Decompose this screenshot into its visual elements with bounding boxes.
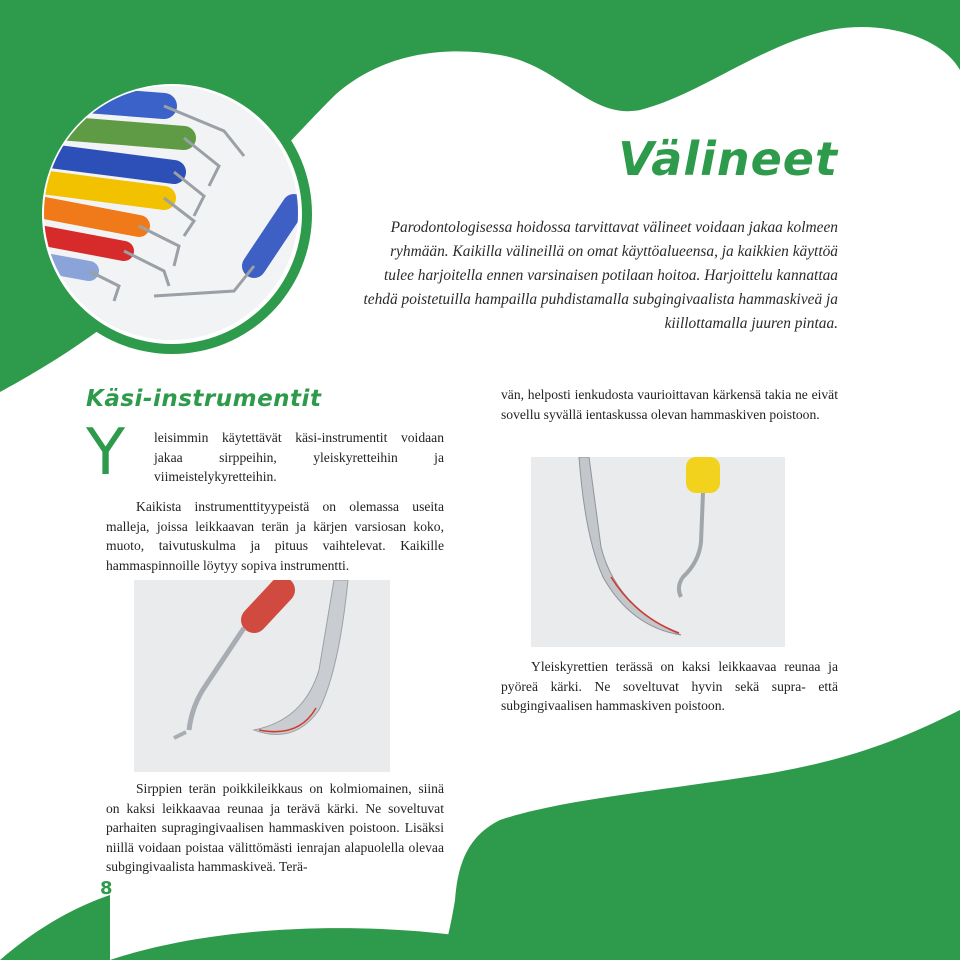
page-number: 8 xyxy=(100,878,113,899)
paragraph-sickles: Sirppien terän poikkileikkaus on kolmiomainen, siinä on kaksi leikkaavaa reunaa ja terävä kärki. Ne soveltuvat parhaiten supragingivaalisen hammaskiven poistoon. Lisäksi niillä voidaan poistaa välittömästi ienrajan alapuolella olevaa subgingivaalista hammaskiveä. Terä- xyxy=(106,781,444,874)
intro-paragraph: Parodontologisessa hoidossa tarvittavat välineet voidaan jakaa kolmeen ryhmään. Kaikilla välineillä on omat käyttöalueensa, ja kaikkien käyttöä tulee harjoitella ennen varsinaisen potilaan hoitoa. Harjoittelu kannattaa tehdä poistetuilla hampailla puhdistamalla subgingivaalista hammaskiveä ja kiillottamalla juuren pintaa. xyxy=(363,219,838,332)
curette-photo xyxy=(531,457,785,647)
lead-paragraph: leisimmin käytettävät käsi-instrumentit voidaan jakaa sirppeihin, yleiskyretteihin ja viimeistelykyretteihin. xyxy=(154,430,444,484)
paragraph-instrument-types: Kaikista instrumenttityypeistä on olemassa useita malleja, joissa leikkaavan terän ja kärjen varsiosan koko, muoto, taivutuskulma ja pituus vaihtelevat. Kaikille hammaspinnoille löytyy sopiva instrumentti. xyxy=(106,499,444,573)
page-title: Välineet xyxy=(618,132,838,186)
paragraph-sickles-cont: vän, helposti ienkudosta vaurioittavan kärkensä takia ne eivät sovellu syvällä ientaskussa olevan hammaskiven poistoon. xyxy=(501,387,838,422)
section-heading: Käsi-instrumentit xyxy=(86,386,322,412)
drop-cap: Y xyxy=(86,416,126,490)
sickle-photo xyxy=(134,580,390,772)
paragraph-curettes: Yleiskyrettien terässä on kaksi leikkaavaa reunaa ja pyöreä kärki. Ne soveltuvat hyvin sekä supra- että subgingivaalisen hammaskiven poistoon. xyxy=(501,659,838,713)
instruments-photo xyxy=(44,86,298,340)
